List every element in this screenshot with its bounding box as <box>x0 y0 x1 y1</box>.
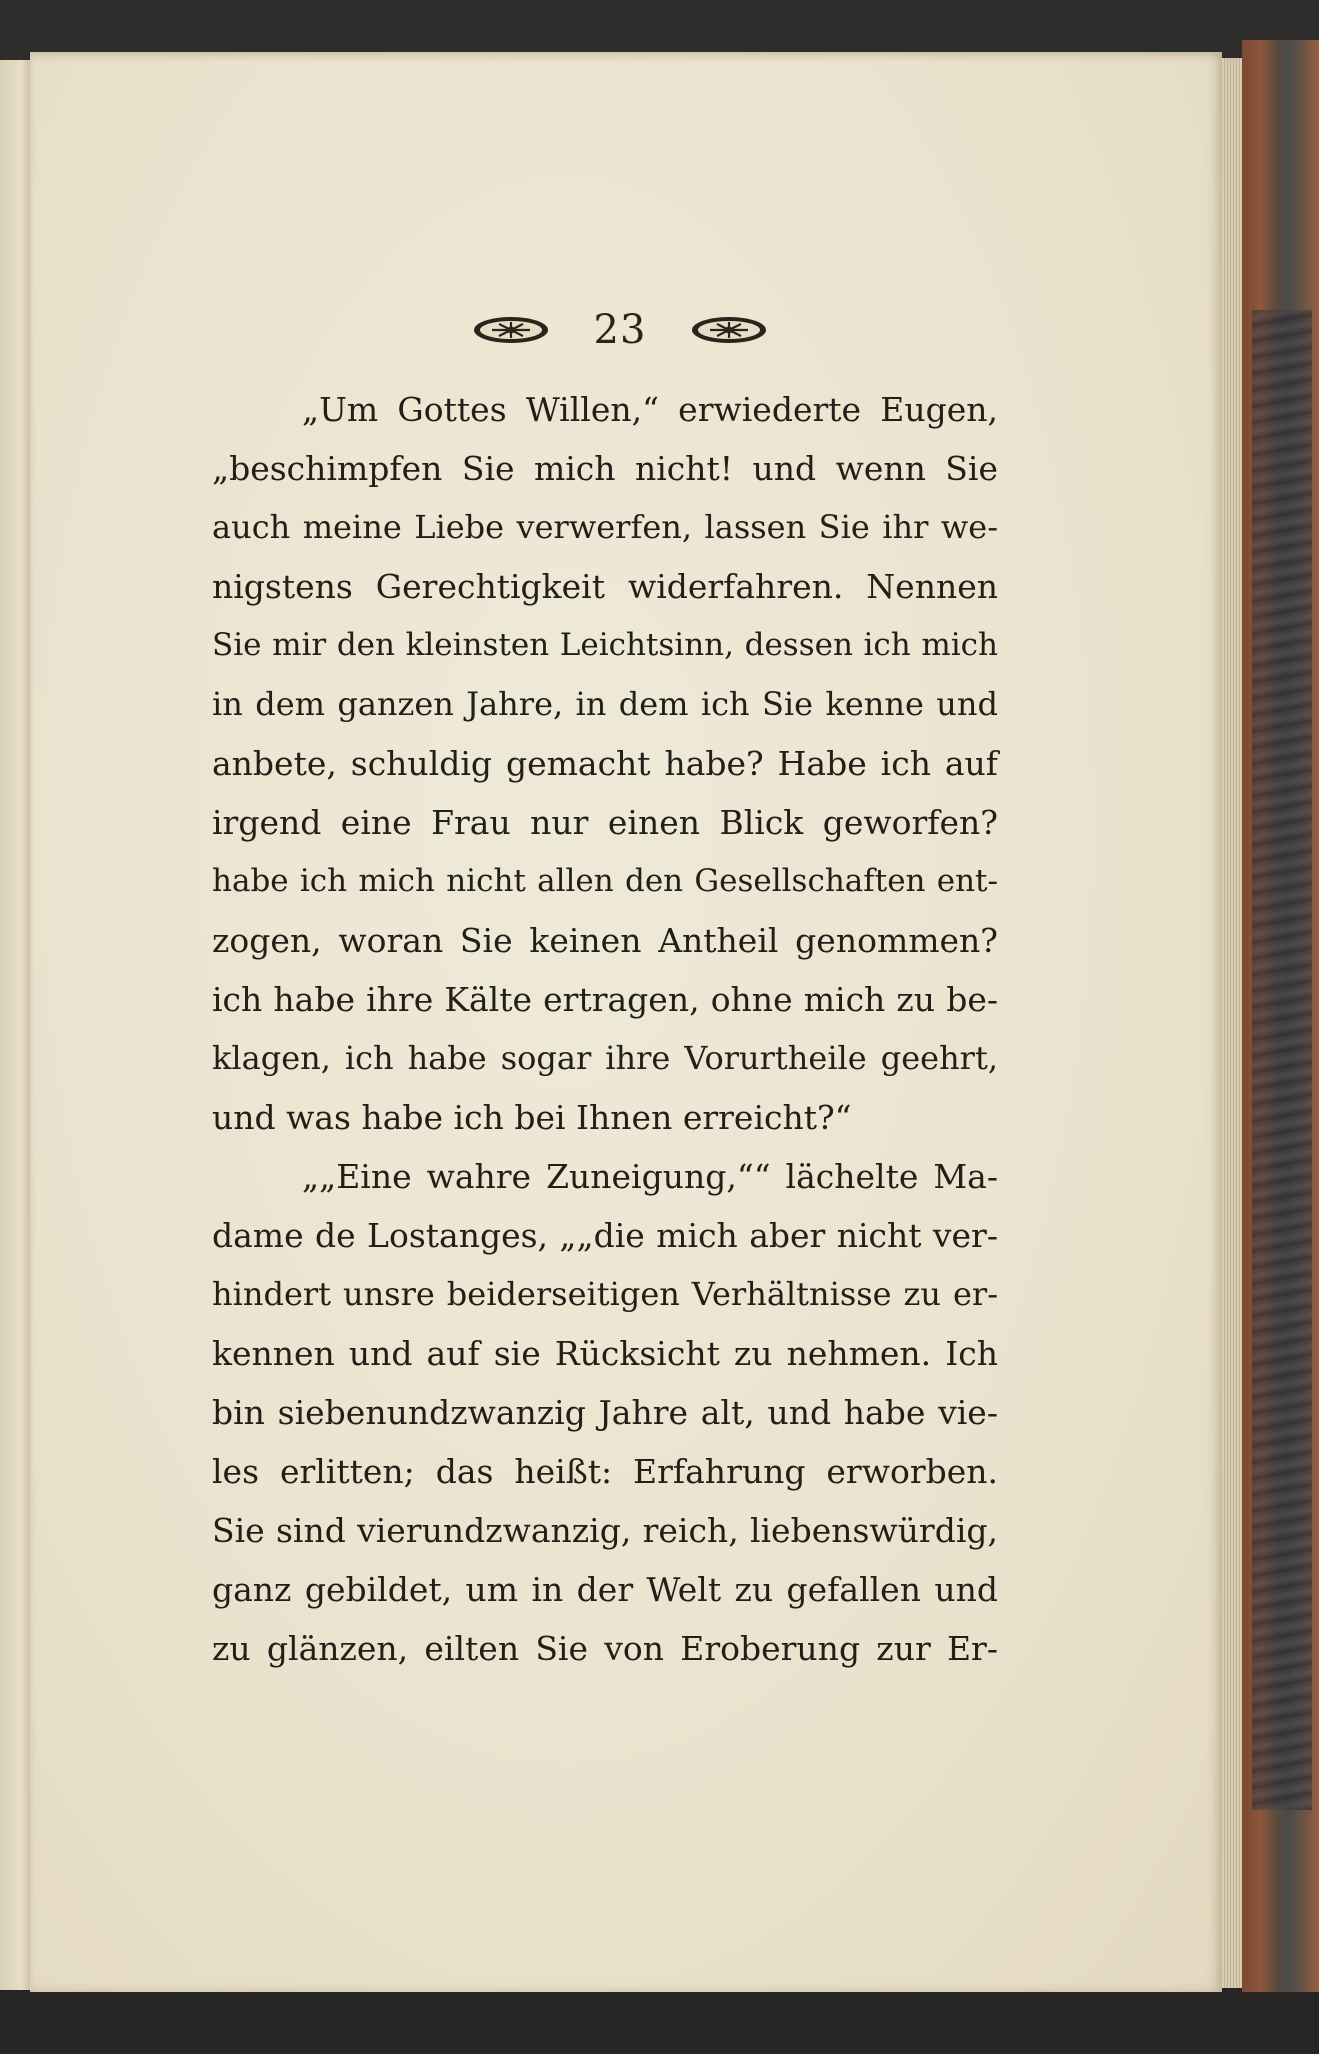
text-line: ganz gebildet, um in der Welt zu gefallen und <box>212 1570 998 1609</box>
text-line: habe ich mich nicht allen den Gesellschaften ent- <box>212 863 998 899</box>
text-line: kennen und auf sie Rücksicht zu nehmen. Ich <box>212 1334 998 1373</box>
previous-page-edge <box>0 60 30 1990</box>
text-line: Sie sind vierundzwanzig, reich, liebenswürdig, <box>212 1511 998 1550</box>
text-line: ich habe ihre Kälte ertragen, ohne mich zu be- <box>212 980 998 1019</box>
text-line: und was habe ich bei Ihnen erreicht?“ <box>212 1098 852 1137</box>
text-line: nigstens Gerechtigkeit widerfahren. Nennen <box>212 567 998 606</box>
page-number: 23 <box>593 307 647 353</box>
text-line: „Um Gottes Willen,“ erwiederte Eugen, <box>302 390 998 429</box>
page-header <box>460 300 780 360</box>
text-line: Sie mir den kleinsten Leichtsinn, dessen ich mich <box>212 627 998 663</box>
text-line: hindert unsre beiderseitigen Verhältnisse zu er- <box>212 1275 998 1313</box>
text-line: zogen, woran Sie keinen Antheil genommen? <box>212 921 998 960</box>
text-line: „„Eine wahre Zuneigung,““ lächelte Ma- <box>302 1157 998 1196</box>
text-line: irgend eine Frau nur einen Blick geworfen? <box>212 803 998 842</box>
text-line: klagen, ich habe sogar ihre Vorurtheile geehrt, <box>212 1039 998 1077</box>
text-line: anbete, schuldig gemacht habe? Habe ich auf <box>212 744 998 783</box>
oval-rosette-ornament-left <box>472 315 550 345</box>
oval-rosette-ornament-right <box>690 315 768 345</box>
text-line: auch meine Liebe verwerfen, lassen Sie ihr we- <box>212 508 998 546</box>
page-stack-edge <box>1222 58 1242 1988</box>
text-line: dame de Lostanges, „„die mich aber nicht ver- <box>212 1216 998 1255</box>
body-text <box>212 380 998 1678</box>
text-line: les erlitten; das heißt: Erfahrung erworben. <box>212 1452 998 1491</box>
text-line: bin siebenundzwanzig Jahre alt, und habe vie- <box>212 1393 998 1432</box>
marbled-cover-pattern <box>1252 310 1312 1810</box>
text-line: „beschimpfen Sie mich nicht! und wenn Sie <box>212 449 998 488</box>
text-line: zu glänzen, eilten Sie von Eroberung zur Er- <box>212 1629 998 1668</box>
scan-background <box>0 1992 1319 2054</box>
text-line: in dem ganzen Jahre, in dem ich Sie kenne und <box>212 685 998 723</box>
